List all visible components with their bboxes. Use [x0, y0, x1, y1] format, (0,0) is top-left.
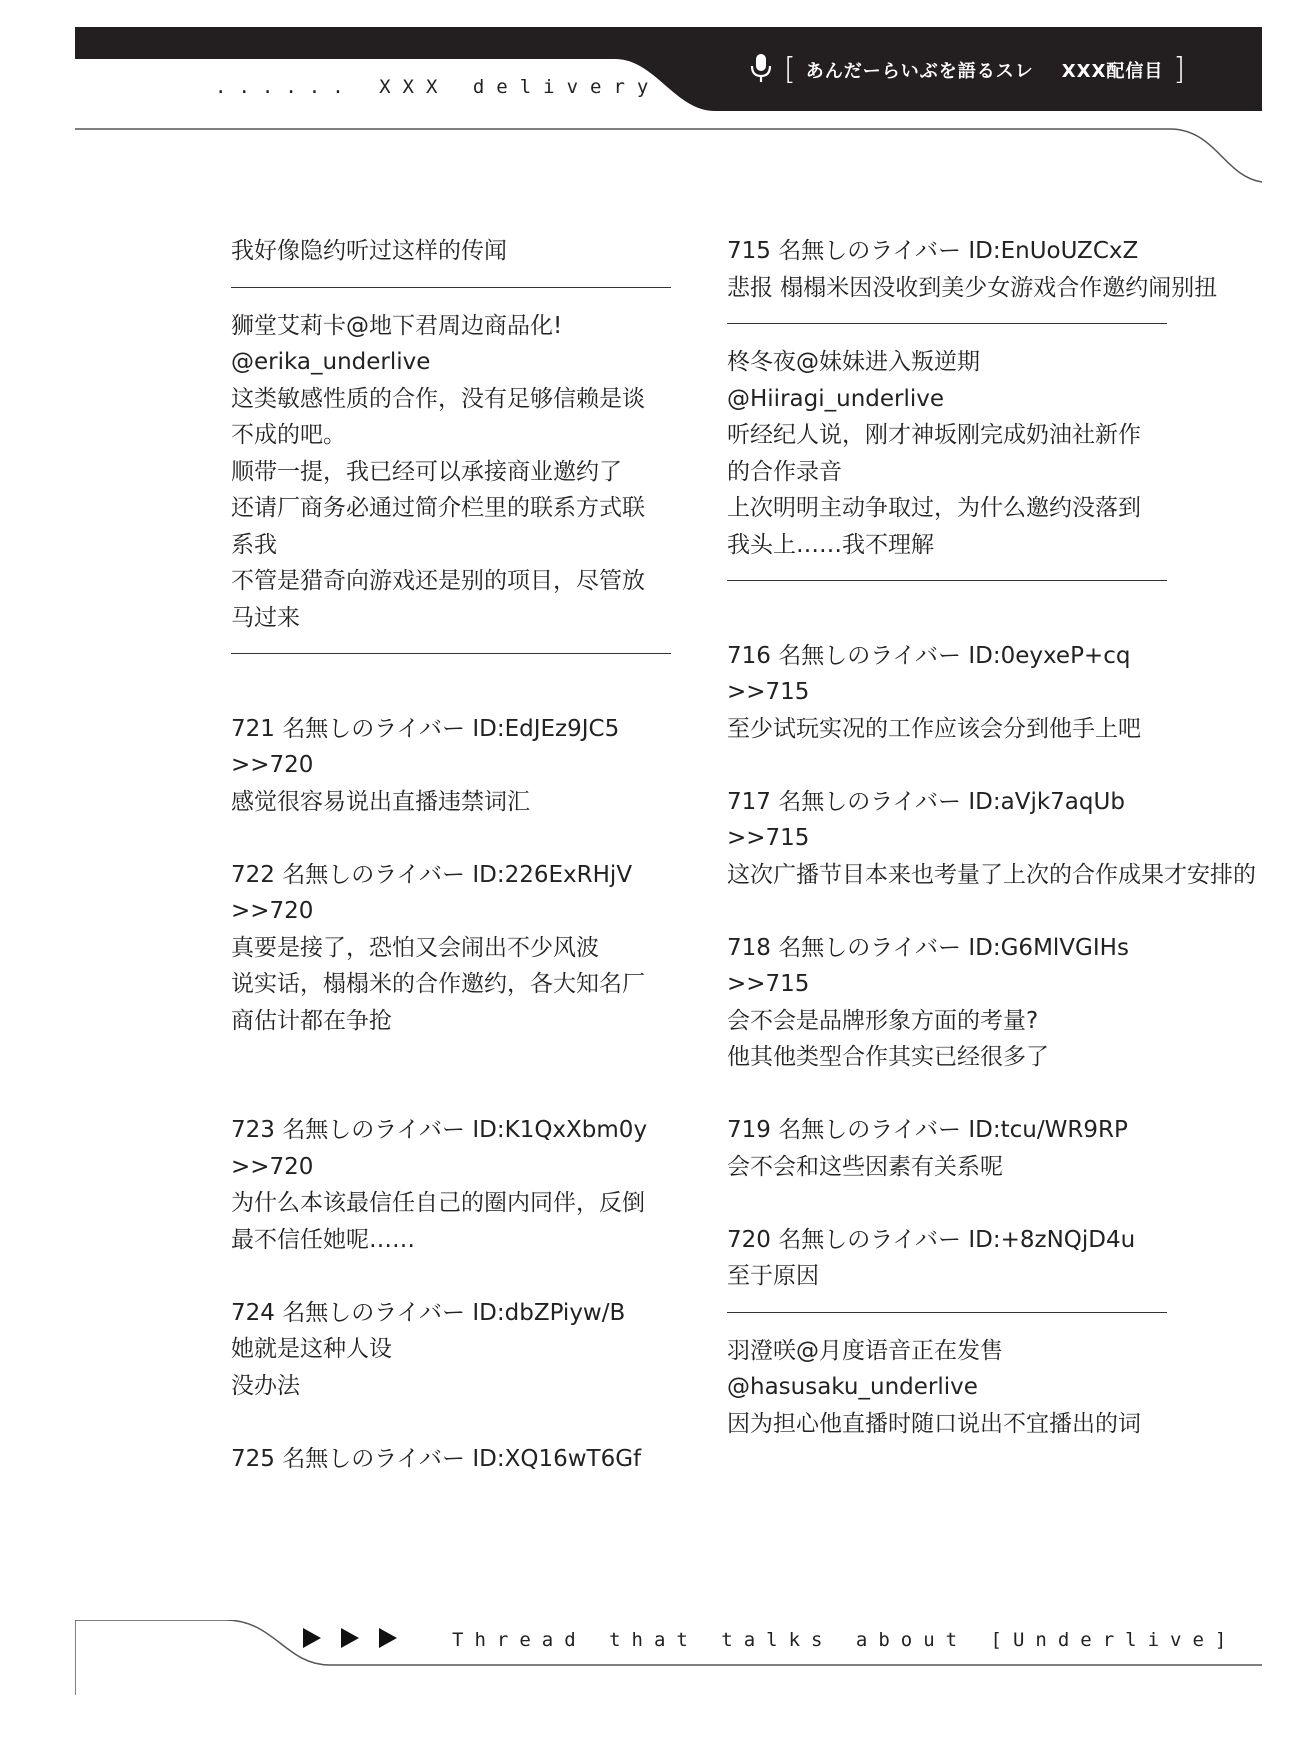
microphone-icon	[750, 53, 772, 87]
post-reply: >>715	[727, 679, 810, 705]
post-header: 722 名無しのライバー ID:226ExRHjV	[231, 861, 633, 888]
tweet-line: 因为担心他直播时随口说出不宜播出的词	[727, 1410, 1141, 1437]
post-717	[727, 784, 1287, 894]
footer-arrows	[302, 1627, 398, 1649]
post-722	[231, 857, 679, 1040]
separator	[231, 287, 671, 288]
post-line: 感觉很容易说出直播违禁词汇	[231, 788, 530, 815]
post-reply: >>715	[727, 971, 810, 997]
post-725	[231, 1441, 679, 1478]
post-line: 商估计都在争抢	[231, 1007, 392, 1034]
tweet-line: 听经纪人说，刚才神坂刚完成奶油社新作	[727, 422, 1141, 448]
post-720	[727, 1222, 1287, 1295]
play-arrow-icon	[378, 1627, 398, 1649]
post-718	[727, 930, 1287, 1076]
post-header: 717 名無しのライバー ID:aVjk7aqUb	[727, 788, 1125, 815]
post-line: 没办法	[231, 1372, 300, 1399]
bracket-open: [	[784, 52, 796, 87]
post-719	[727, 1112, 1287, 1185]
post-header: 716 名無しのライバー ID:0eyxeP+cq	[727, 642, 1131, 669]
tweet-erika	[231, 308, 679, 637]
post-header: 719 名無しのライバー ID:tcu/WR9RP	[727, 1117, 1128, 1143]
post-line: 说实话，榻榻米的合作邀约，各大知名厂	[231, 971, 645, 997]
post-716	[727, 638, 1287, 748]
tweet-line: 不成的吧。	[231, 422, 346, 448]
thread-title	[750, 50, 1185, 90]
separator	[231, 653, 671, 654]
post-line: 会不会和这些因素有关系呢	[727, 1153, 1003, 1180]
tweet-line: 上次明明主动争取过，为什么邀约没落到	[727, 495, 1141, 521]
post-line: 悲报 榻榻米因没收到美少女游戏合作邀约闹别扭	[727, 274, 1218, 301]
intro-text: 我好像隐约听过这样的传闻	[231, 238, 507, 264]
post-line: 真要是接了，恐怕又会闹出不少风波	[231, 934, 599, 961]
tweet-line: 还请厂商务必通过简介栏里的联系方式联	[231, 495, 645, 521]
post-line: 这次广播节目本来也考量了上次的合作成果才安排的	[727, 861, 1256, 888]
play-arrow-icon	[302, 1627, 322, 1649]
post-line: 为什么本该最信任自己的圈内同伴，反倒	[231, 1190, 645, 1216]
tweet-line: 顺带一提，我已经可以承接商业邀约了	[231, 458, 622, 485]
tweet-handle: @hasusaku_underlive	[727, 1374, 978, 1400]
post-723	[231, 1112, 679, 1258]
post-line: 他其他类型合作其实已经很多了	[727, 1044, 1049, 1070]
tweet-handle: @Hiiragi_underlive	[727, 385, 945, 412]
separator	[727, 1312, 1167, 1313]
post-721	[231, 711, 679, 821]
tweet-line: 系我	[231, 531, 277, 558]
separator	[727, 580, 1167, 581]
footer-text: Thread that talks about [Underlive]	[452, 1629, 1238, 1651]
post-724	[231, 1295, 679, 1405]
post-header: 715 名無しのライバー ID:EnUoUZCxZ	[727, 238, 1139, 264]
tweet-line: 马过来	[231, 604, 300, 631]
tweet-line: 我头上……我不理解	[727, 531, 934, 558]
left-column	[231, 233, 679, 1477]
header-subtitle: ...... XXX delivery	[215, 76, 661, 98]
tweet-line: 这类敏感性质的合作，没有足够信赖是谈	[231, 385, 645, 412]
post-header: 720 名無しのライバー ID:+8zNQjD4u	[727, 1226, 1136, 1253]
tweet-line: 的合作录音	[727, 458, 842, 485]
post-715	[727, 233, 1287, 306]
bracket-close: ]	[1173, 52, 1186, 87]
post-header: 725 名無しのライバー ID:XQ16wT6Gf	[231, 1445, 642, 1472]
thread-name: あんだーらいぶを語るスレ	[805, 61, 1034, 82]
post-line: 最不信任她呢……	[231, 1226, 415, 1253]
right-column	[727, 233, 1287, 1442]
post-reply: >>720	[231, 1153, 314, 1180]
episode-label: XXX配信目	[1061, 61, 1164, 82]
tweet-author: 羽澄咲@月度语音正在发售	[727, 1337, 1003, 1364]
play-arrow-icon	[340, 1627, 360, 1649]
post-reply: >>720	[231, 752, 314, 778]
post-reply: >>715	[727, 825, 810, 851]
post-reply: >>720	[231, 898, 314, 924]
post-header: 721 名無しのライバー ID:EdJEz9JC5	[231, 715, 620, 742]
tweet-line: 不管是猎奇向游戏还是别的项目，尽管放	[231, 568, 645, 594]
post-line: 至于原因	[727, 1263, 819, 1289]
post-header: 718 名無しのライバー ID:G6MlVGIHs	[727, 934, 1129, 961]
post-header: 723 名無しのライバー ID:K1QxXbm0y	[231, 1117, 648, 1143]
tweet-hiiragi	[727, 344, 1287, 563]
post-line: 至少试玩实况的工作应该会分到他手上吧	[727, 715, 1141, 742]
top-divider	[75, 127, 1262, 187]
post-line: 她就是这种人设	[231, 1336, 392, 1362]
tweet-author: 狮堂艾莉卡@地下君周边商品化!	[231, 312, 563, 339]
tweet-author: 柊冬夜@妹妹进入叛逆期	[727, 349, 980, 375]
tweet-handle: @erika_underlive	[231, 349, 431, 375]
separator	[727, 323, 1167, 324]
post-header: 724 名無しのライバー ID:dbZPiyw/B	[231, 1299, 626, 1326]
tweet-hasusaku	[727, 1333, 1287, 1443]
post-line: 会不会是品牌形象方面的考量?	[727, 1007, 1039, 1034]
